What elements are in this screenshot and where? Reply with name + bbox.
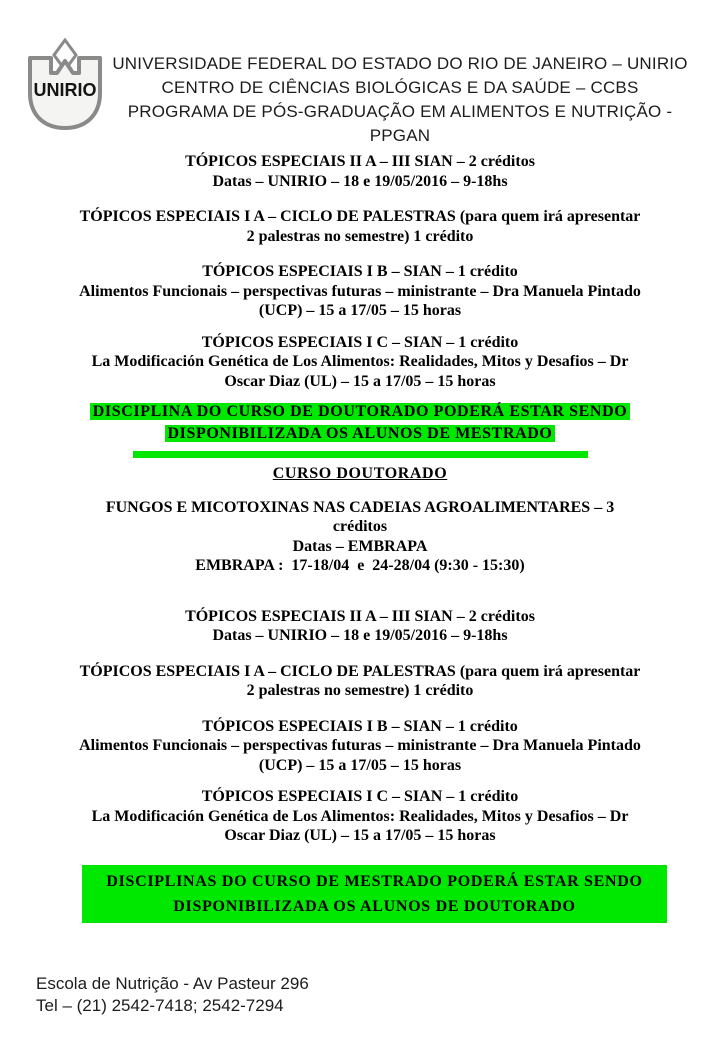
course-topicos-i-c	[0, 333, 720, 392]
course-line: TÓPICOS ESPECIAIS I C – SIAN – 1 crédito	[201, 333, 519, 351]
course-fungos-micotoxinas	[0, 498, 720, 576]
course-line: Oscar Diaz (UL) – 15 a 17/05 – 15 horas	[224, 827, 496, 844]
notice-line	[0, 423, 720, 445]
header	[0, 0, 720, 145]
heading-text: CURSO DOUTORADO	[272, 465, 448, 482]
course-line: Datas – UNIRIO – 18 e 19/05/2016 – 9-18hs	[212, 172, 508, 190]
footer-phone: Tel – (21) 2542-7418; 2542-7294	[36, 995, 284, 1015]
course-line: TÓPICOS ESPECIAIS I B – SIAN – 1 crédito	[202, 263, 518, 280]
course-line: La Modificación Genética de Los Alimentos: Realidades, Mitos y Desafios – Dr	[91, 353, 629, 370]
course-line: TÓPICOS ESPECIAIS I A – CICLO DE PALESTRAS (para quem irá apresentar	[79, 662, 641, 680]
course-line: 2 palestras no semestre) 1 crédito	[246, 227, 474, 245]
institution-line-2: CENTRO DE CIÊNCIAS BIOLÓGICAS E DA SAÚDE – CCBS	[161, 78, 639, 97]
course-line: TÓPICOS ESPECIAIS I C – SIAN – 1 crédito	[201, 788, 519, 805]
unirio-logo	[20, 38, 110, 130]
course-line: FUNGOS E MICOTOXINAS NAS CADEIAS AGROALIMENTARES – 3	[105, 498, 615, 516]
course-line: Oscar Diaz (UL) – 15 a 17/05 – 15 horas	[224, 372, 496, 390]
course-line: TÓPICOS ESPECIAIS I B – SIAN – 1 crédito	[202, 717, 518, 735]
course-topicos-ii-a-repeat	[0, 607, 720, 646]
course-schedule	[0, 152, 720, 923]
course-topicos-i-b-repeat	[0, 717, 720, 776]
course-line: Alimentos Funcionais – perspectivas futuras – ministrante – Dra Manuela Pintado	[79, 737, 641, 754]
course-line: TÓPICOS ESPECIAIS II A – III SIAN – 2 créditos	[185, 607, 535, 625]
course-topicos-i-b	[0, 262, 720, 321]
notice-line: DISPONIBILIZADA OS ALUNOS DE DOUTORADO	[173, 897, 576, 915]
course-line: (UCP) – 15 a 17/05 – 15 horas	[258, 756, 462, 774]
logo-wordmark: UNIRIO	[33, 80, 97, 100]
course-line: 2 palestras no semestre) 1 crédito	[246, 682, 474, 699]
course-line: La Modificación Genética de Los Alimentos: Realidades, Mitos y Desafios – Dr	[91, 807, 629, 825]
institution-header	[100, 52, 700, 148]
course-topicos-i-c-repeat	[0, 787, 720, 846]
highlighted-text: DISPONIBILIZADA OS ALUNOS DE MESTRADO	[165, 425, 556, 442]
course-topicos-i-a	[0, 207, 720, 246]
footer-contact	[0, 973, 720, 1017]
highlighted-text: DISCIPLINA DO CURSO DE DOUTORADO PODERÁ ESTAR SENDO	[90, 403, 631, 420]
course-line: Datas – EMBRAPA	[292, 537, 428, 555]
notice-doutorado-para-mestrado	[0, 401, 720, 445]
footer-address: Escola de Nutrição - Av Pasteur 296	[36, 973, 309, 993]
course-topicos-ii-a	[0, 152, 720, 191]
course-line: TÓPICOS ESPECIAIS II A – III SIAN – 2 créditos	[185, 153, 535, 170]
institution-line-1: UNIVERSIDADE FEDERAL DO ESTADO DO RIO DE JANEIRO – UNIRIO	[112, 54, 688, 73]
notice-line: DISCIPLINAS DO CURSO DE MESTRADO PODERÁ ESTAR SENDO	[106, 872, 643, 890]
course-line: (UCP) – 15 a 17/05 – 15 horas	[258, 302, 462, 319]
course-line: EMBRAPA : 17-18/04 e 24-28/04 (9:30 - 15:30)	[195, 557, 525, 574]
course-line: créditos	[332, 518, 388, 535]
notice-line	[0, 401, 720, 423]
section-heading-curso-doutorado	[0, 464, 720, 484]
notice-mestrado-para-doutorado	[82, 865, 667, 923]
institution-line-3: PROGRAMA DE PÓS-GRADUAÇÃO EM ALIMENTOS E NUTRIÇÃO - PPGAN	[127, 102, 678, 145]
course-topicos-i-a-repeat	[0, 662, 720, 701]
green-highlight-strip	[133, 451, 588, 458]
course-line: TÓPICOS ESPECIAIS I A – CICLO DE PALESTRAS (para quem irá apresentar	[79, 208, 641, 225]
course-line: Datas – UNIRIO – 18 e 19/05/2016 – 9-18hs	[212, 627, 508, 644]
course-line: Alimentos Funcionais – perspectivas futuras – ministrante – Dra Manuela Pintado	[79, 282, 641, 300]
